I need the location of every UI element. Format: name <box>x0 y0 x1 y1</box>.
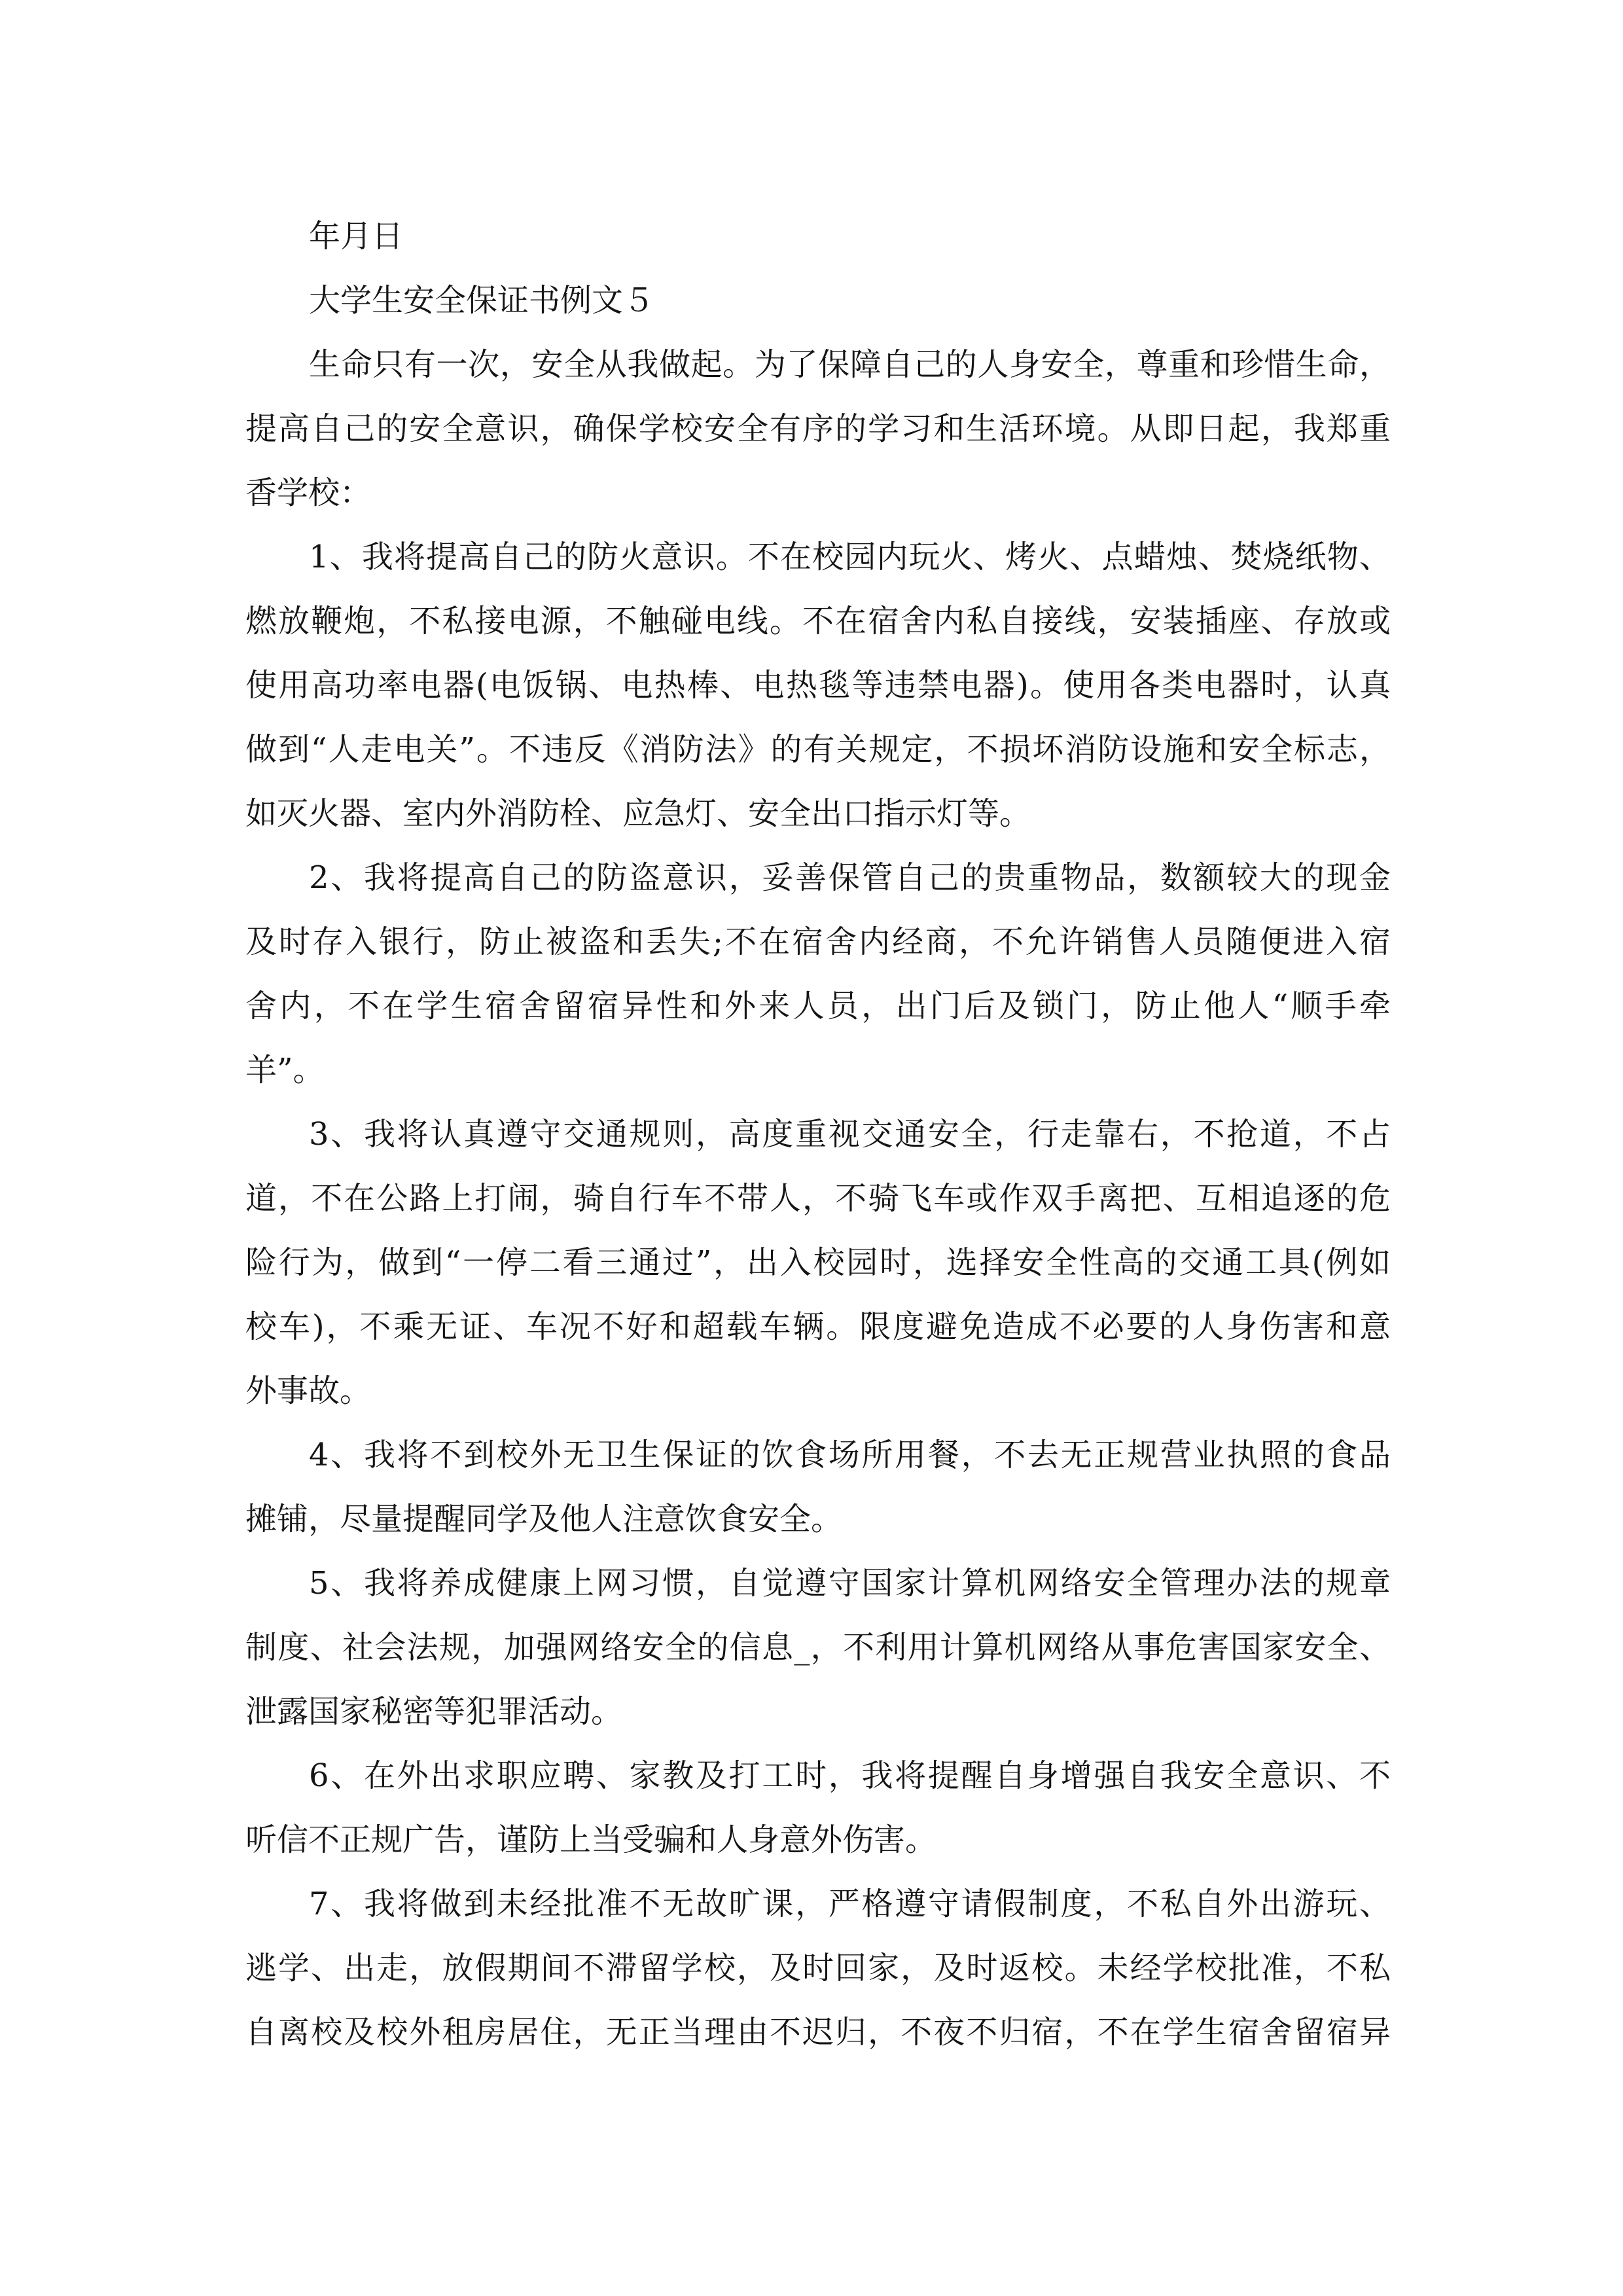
paragraph-item-5 <box>245 1551 1391 1744</box>
paragraph-line: 香学校： <box>245 475 372 511</box>
paragraph-line: 外事故。 <box>245 1372 372 1409</box>
paragraph-line: 自离校及校外租房居住，无正当理由不迟归，不夜不归宿，不在学生宿舍留宿异 <box>245 2014 1391 2051</box>
paragraph-item-7 <box>245 1872 1391 2064</box>
paragraph-line: 舍内，不在学生宿舍留宿异性和外来人员，出门后及锁门，防止他人“顺手牵 <box>245 988 1391 1024</box>
paragraph-line: 校车)，不乘无证、车况不好和超载车辆。限度避免造成不必要的人身伤害和意 <box>245 1308 1391 1345</box>
paragraph-line: 6、在外出求职应聘、家教及打工时，我将提醒自身增强自我安全意识、不 <box>309 1757 1391 1794</box>
paragraph-line: 提高自己的安全意识，确保学校安全有序的学习和生活环境。从即日起，我郑重 <box>245 410 1391 447</box>
paragraph-line: 摊铺，尽量提醒同学及他人注意饮食安全。 <box>245 1501 843 1537</box>
paragraph-line: 燃放鞭炮，不私接电源，不触碰电线。不在宿舍内私自接线，安装插座、存放或 <box>245 603 1391 639</box>
paragraph-item-4 <box>245 1423 1391 1551</box>
paragraph-line: 7、我将做到未经批准不无故旷课，严格遵守请假制度，不私自外出游玩、 <box>309 1886 1391 1922</box>
paragraph-line: 使用高功率电器(电饭锅、电热棒、电热毯等违禁电器)。使用各类电器时，认真 <box>245 667 1391 704</box>
date-line: 年月日 <box>309 218 404 255</box>
paragraph-line: 3、我将认真遵守交通规则，高度重视交通安全，行走靠右，不抢道，不占 <box>309 1116 1391 1153</box>
paragraph-item-6 <box>245 1744 1391 1872</box>
paragraph-line: 4、我将不到校外无卫生保证的饮食场所用餐，不去无正规营业执照的食品 <box>309 1437 1391 1473</box>
paragraph-line: 5、我将养成健康上网习惯，自觉遵守国家计算机网络安全管理办法的规章 <box>309 1565 1391 1602</box>
paragraph-intro <box>245 332 1391 525</box>
paragraph-line: 听信不正规广告，谨防上当受骗和人身意外伤害。 <box>245 1821 937 1858</box>
paragraph-line: 做到“人走电关”。不违反《消防法》的有关规定，不损坏消防设施和安全标志， <box>245 731 1391 768</box>
document-title: 大学生安全保证书例文５ <box>309 282 655 319</box>
paragraph-line: 如灭火器、室内外消防栓、应急灯、安全出口指示灯等。 <box>245 795 1031 832</box>
document-page <box>245 204 1391 2064</box>
paragraph-line: 道，不在公路上打闹，骑自行车不带人，不骑飞车或作双手离把、互相追逐的危 <box>245 1180 1391 1217</box>
paragraph-line: 生命只有一次，安全从我做起。为了保障自己的人身安全，尊重和珍惜生命， <box>309 346 1391 383</box>
paragraph-line: 险行为，做到“一停二看三通过”，出入校园时，选择安全性高的交通工具(例如 <box>245 1244 1391 1281</box>
paragraph-line: 及时存入银行，防止被盗和丢失;不在宿舍内经商，不允许销售人员随便进入宿 <box>245 924 1391 960</box>
paragraph-line: 1、我将提高自己的防火意识。不在校园内玩火、烤火、点蜡烛、焚烧纸物、 <box>309 539 1391 575</box>
paragraph-line: 逃学、出走，放假期间不滞留学校，及时回家，及时返校。未经学校批准，不私 <box>245 1950 1391 1986</box>
paragraph-item-3 <box>245 1102 1391 1423</box>
paragraph-line: 泄露国家秘密等犯罪活动。 <box>245 1693 623 1730</box>
paragraph-line: 羊”。 <box>245 1052 325 1088</box>
paragraph-line: 制度、社会法规，加强网络安全的信息_，不利用计算机网络从事危害国家安全、 <box>245 1629 1391 1666</box>
paragraph-item-2 <box>245 846 1391 1102</box>
paragraph-item-1 <box>245 525 1391 846</box>
paragraph-line: 2、我将提高自己的防盗意识，妥善保管自己的贵重物品，数额较大的现金 <box>309 859 1391 896</box>
